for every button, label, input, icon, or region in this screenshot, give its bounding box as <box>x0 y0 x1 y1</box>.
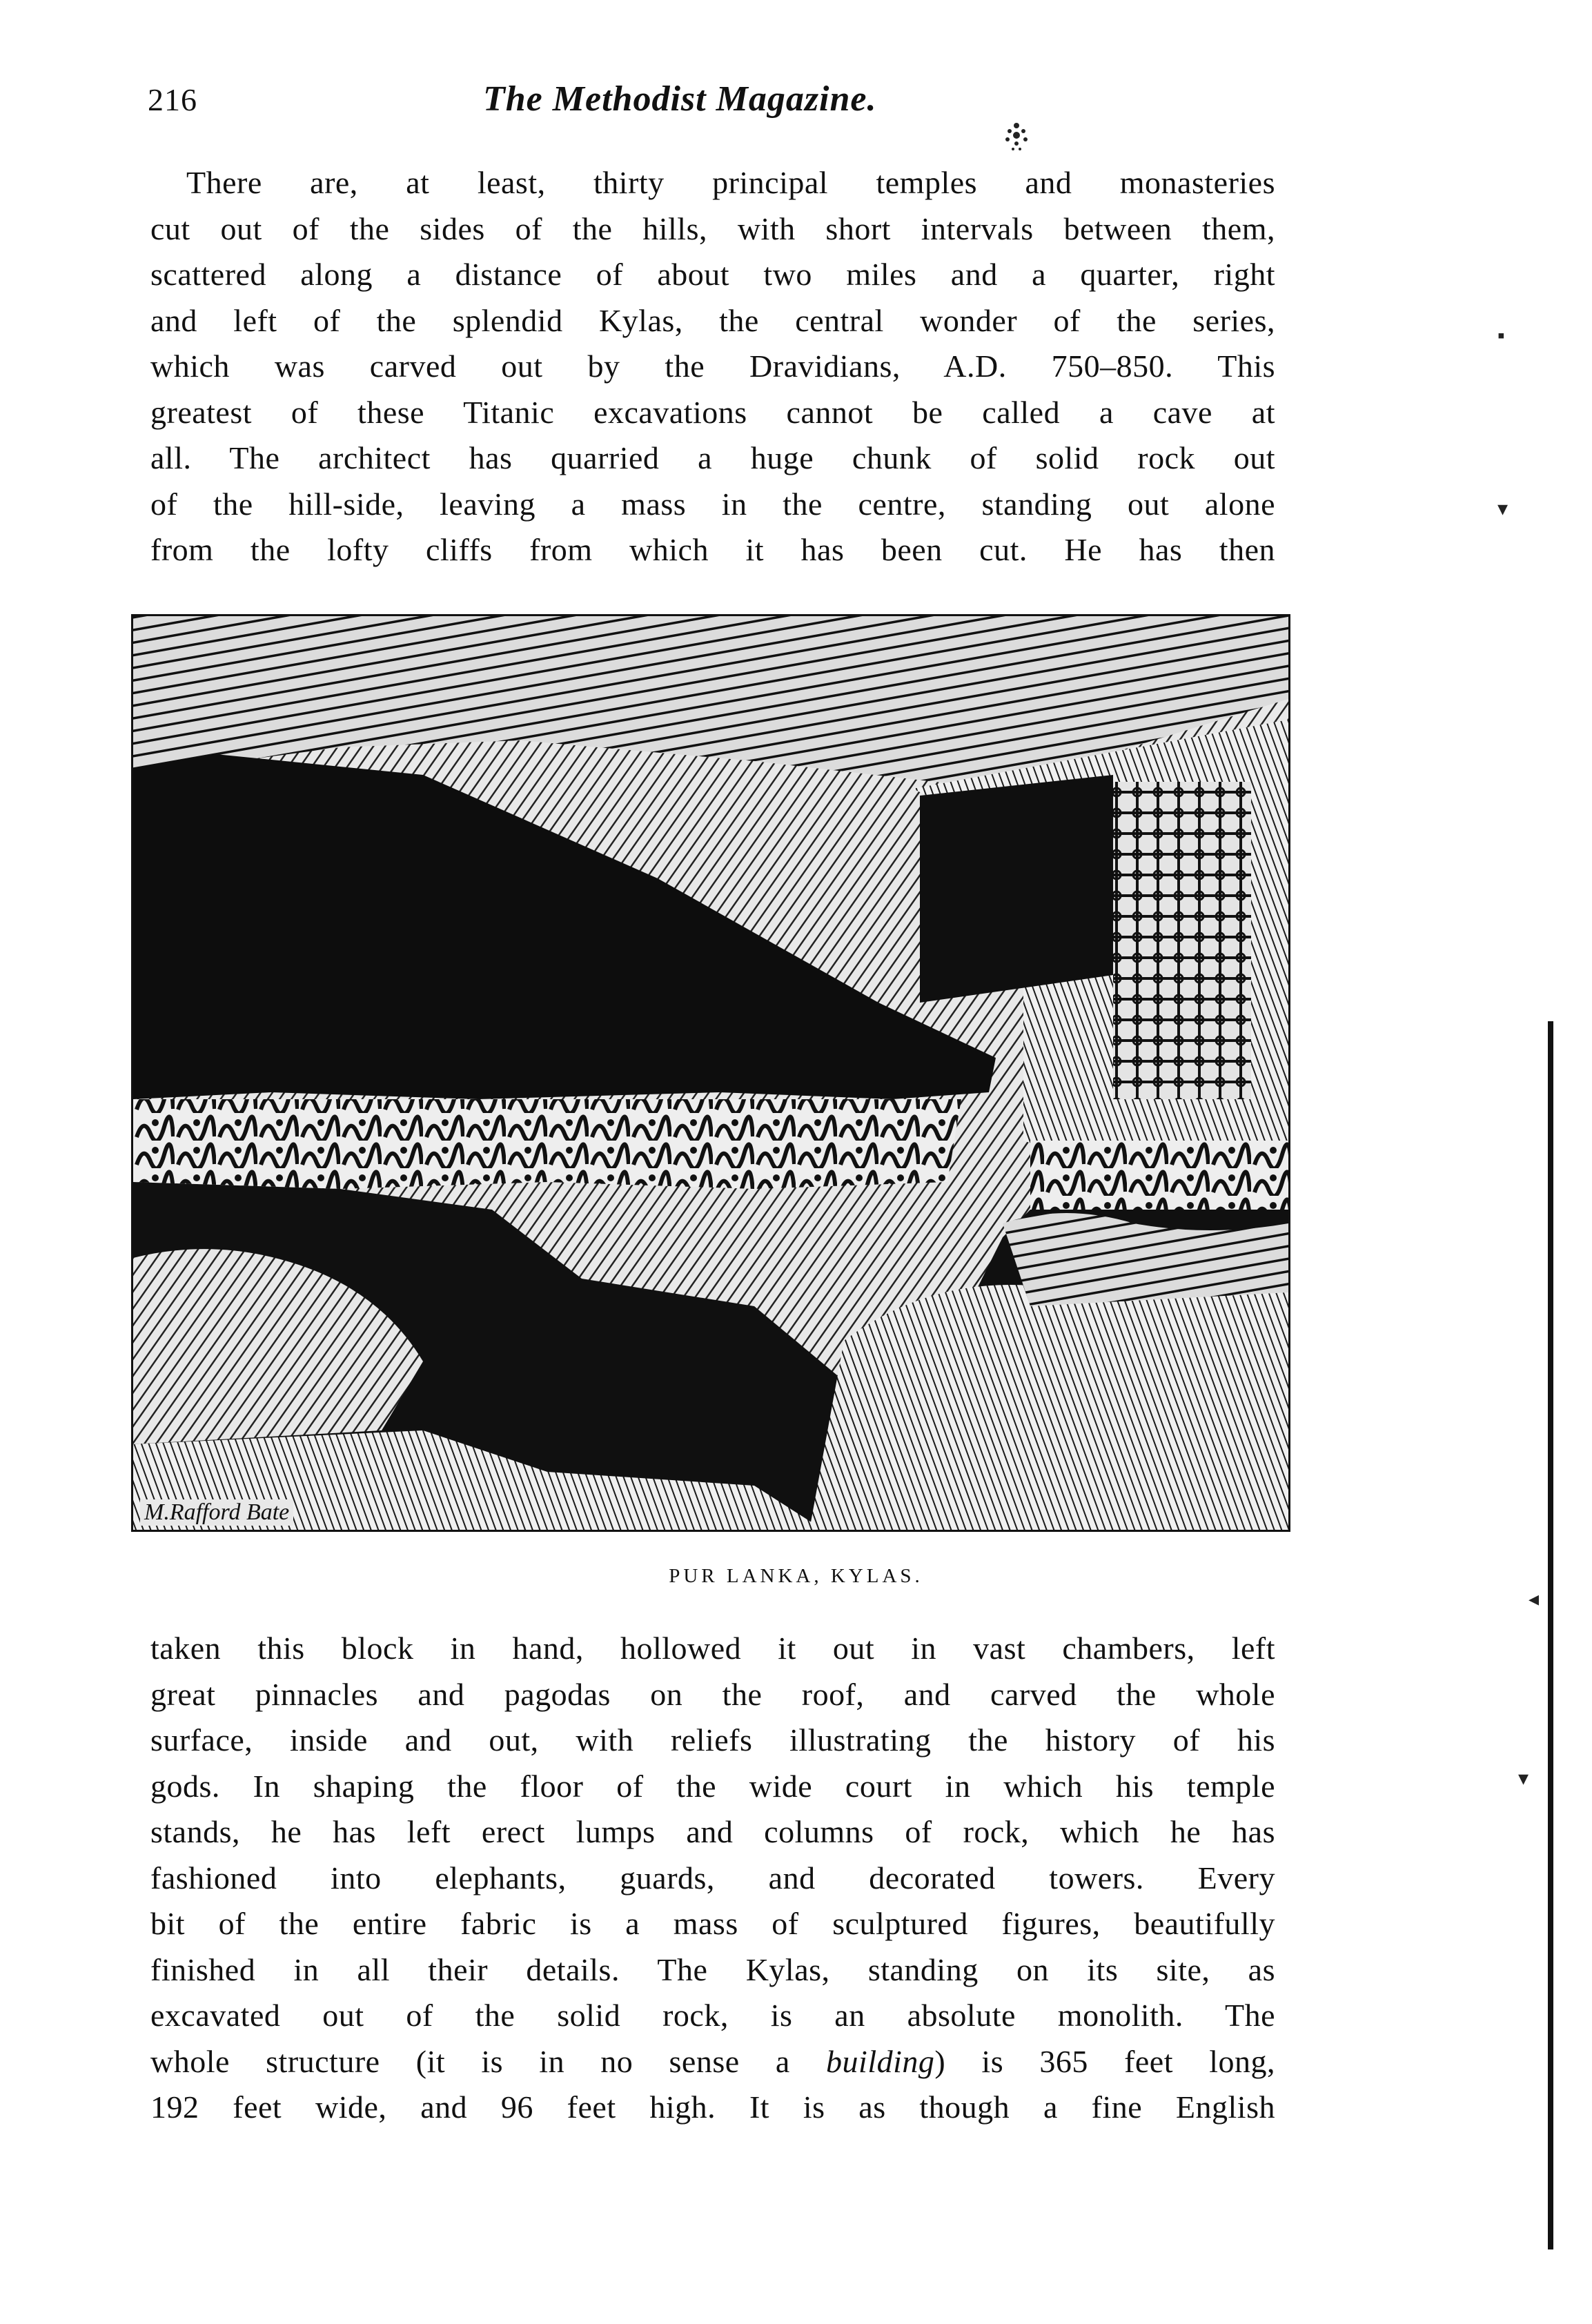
text-line: and left of the splendid Kylas, the central wonder of the series, <box>150 302 1275 338</box>
text-line: taken this block in hand, hollowed it out in vast chambers, left <box>150 1631 1275 1666</box>
text-line: scattered along a distance of about two miles and a quarter, right <box>150 257 1275 292</box>
paragraph-2 <box>150 1626 1275 2131</box>
artist-signature: M.Rafford Bate <box>140 1499 293 1526</box>
text-line: bit of the entire fabric is a mass of sculptured figures, beautifully <box>150 1906 1275 1941</box>
emphasis: building <box>826 2043 935 2079</box>
engraving-drawing <box>133 616 1288 1530</box>
text-line: whole structure (it is in no sense a building) is 365 feet long, <box>150 2043 1275 2079</box>
text-line: greatest of these Titanic excavations cannot be called a cave at <box>150 394 1275 430</box>
text-line: cut out of the sides of the hills, with short intervals between them, <box>150 210 1275 246</box>
running-title: The Methodist Magazine. <box>483 79 877 119</box>
text-line: fashioned into elephants, guards, and decorated towers. Every <box>150 1860 1275 1895</box>
text-line: There are, at least, thirty principal temples and monasteries <box>186 165 1275 200</box>
text-line: of the hill-side, leaving a mass in the centre, standing out alone <box>150 486 1275 522</box>
text-line: gods. In shaping the floor of the wide court in which his temple <box>150 1768 1275 1804</box>
text-line: excavated out of the solid rock, is an absolute monolith. The <box>150 1998 1275 2033</box>
margin-speck: ▾ <box>1497 498 1509 520</box>
binding-edge-line <box>1548 1021 1553 2249</box>
text-line: surface, inside and out, with reliefs illustrating the history of his <box>150 1722 1275 1757</box>
margin-speck: ◂ <box>1529 1588 1540 1611</box>
text-line: stands, he has left erect lumps and columns of rock, which he has <box>150 1814 1275 1849</box>
text-line: great pinnacles and pagodas on the roof, and carved the whole <box>150 1676 1275 1712</box>
paragraph-1 <box>150 160 1275 573</box>
text-line: 192 feet wide, and 96 feet high. It is as though a fine English <box>150 2089 1275 2125</box>
margin-speck: ▾ <box>1518 1767 1529 1790</box>
figure-caption: PUR LANKA, KYLAS. <box>669 1565 923 1587</box>
printer-ornament-icon <box>999 117 1034 159</box>
text-line: from the lofty cliffs from which it has been cut. He has then <box>150 532 1275 567</box>
engraving-pur-lanka <box>131 614 1290 1532</box>
page-number: 216 <box>148 82 197 117</box>
text-line: all. The architect has quarried a huge chunk of solid rock out <box>150 440 1275 475</box>
text-line: which was carved out by the Dravidians, A.D. 750–850. This <box>150 348 1275 384</box>
text-line: finished in all their details. The Kylas, standing on its site, as <box>150 1951 1275 1987</box>
margin-speck: ▪ <box>1497 324 1505 347</box>
